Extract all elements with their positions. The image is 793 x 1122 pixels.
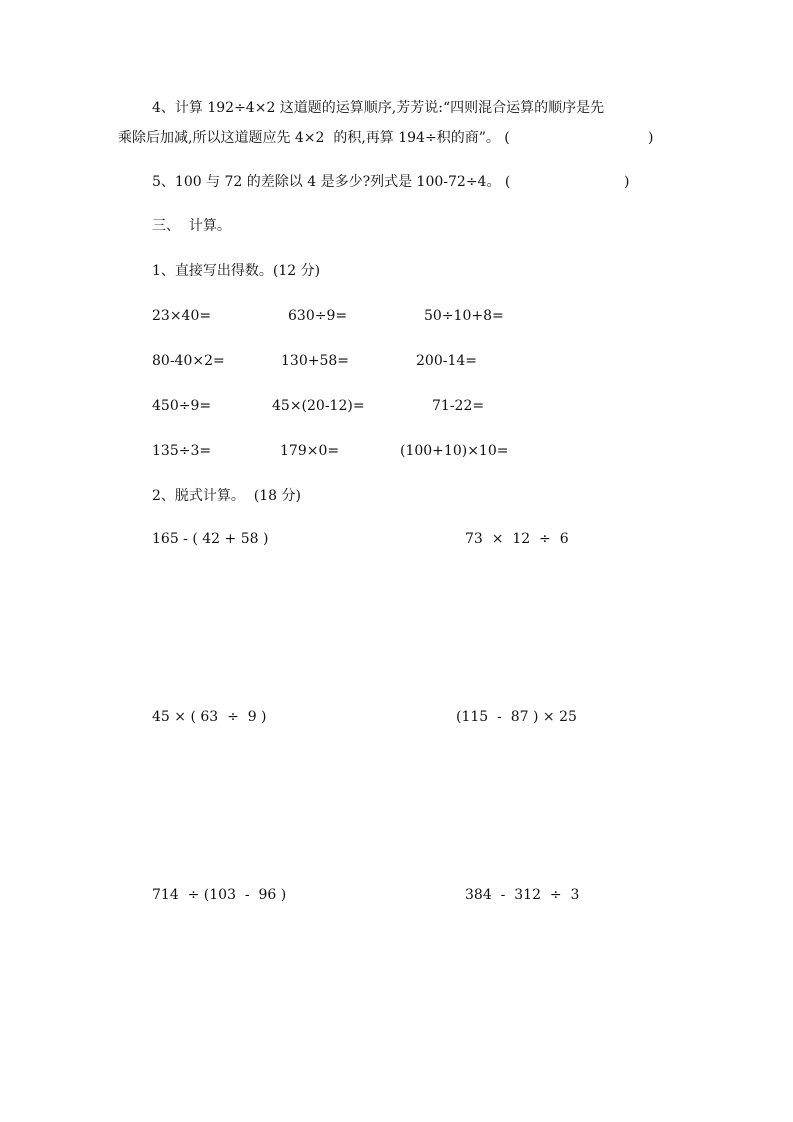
step-problem: 45 × ( 63 ÷ 9 )	[152, 709, 267, 725]
direct-problem: 71-22=	[432, 398, 485, 414]
direct-problem: (100+10)×10=	[400, 443, 509, 459]
direct-problem: 630÷9=	[288, 308, 348, 324]
direct-problem: 179×0=	[280, 443, 340, 459]
q5-answer-close: )	[624, 174, 630, 190]
part2-heading: 2、脱式计算。 (18 分)	[152, 488, 301, 504]
direct-problem: 130+58=	[281, 353, 349, 369]
step-problem: (115 - 87 ) × 25	[456, 709, 577, 725]
q4-answer-close: )	[648, 130, 654, 146]
step-problem: 165 - ( 42 + 58 )	[152, 531, 269, 547]
direct-problem: 450÷9=	[152, 398, 212, 414]
q4-line1: 4、计算 192÷4×2 这道题的运算顺序,芳芳说:“四则混合运算的顺序是先	[152, 100, 605, 116]
part1-heading: 1、直接写出得数。(12 分)	[152, 263, 321, 279]
step-problem: 384 - 312 ÷ 3	[465, 887, 580, 903]
section-heading: 三、 计算。	[152, 218, 231, 234]
direct-problem: 80-40×2=	[152, 353, 225, 369]
step-problem: 714 ÷ (103 - 96 )	[152, 887, 287, 903]
direct-problem: 200-14=	[416, 353, 477, 369]
step-problem: 73 × 12 ÷ 6	[465, 531, 569, 547]
q4-line2: 乘除后加减,所以这道题应先 4×2 的积,再算 194÷积的商”。 (	[118, 130, 510, 146]
q5-text: 5、100 与 72 的差除以 4 是多少?列式是 100-72÷4。 (	[152, 174, 511, 190]
direct-problem: 50÷10+8=	[424, 308, 504, 324]
direct-problem: 45×(20-12)=	[272, 398, 365, 414]
direct-problem: 135÷3=	[152, 443, 212, 459]
direct-problem: 23×40=	[152, 308, 212, 324]
